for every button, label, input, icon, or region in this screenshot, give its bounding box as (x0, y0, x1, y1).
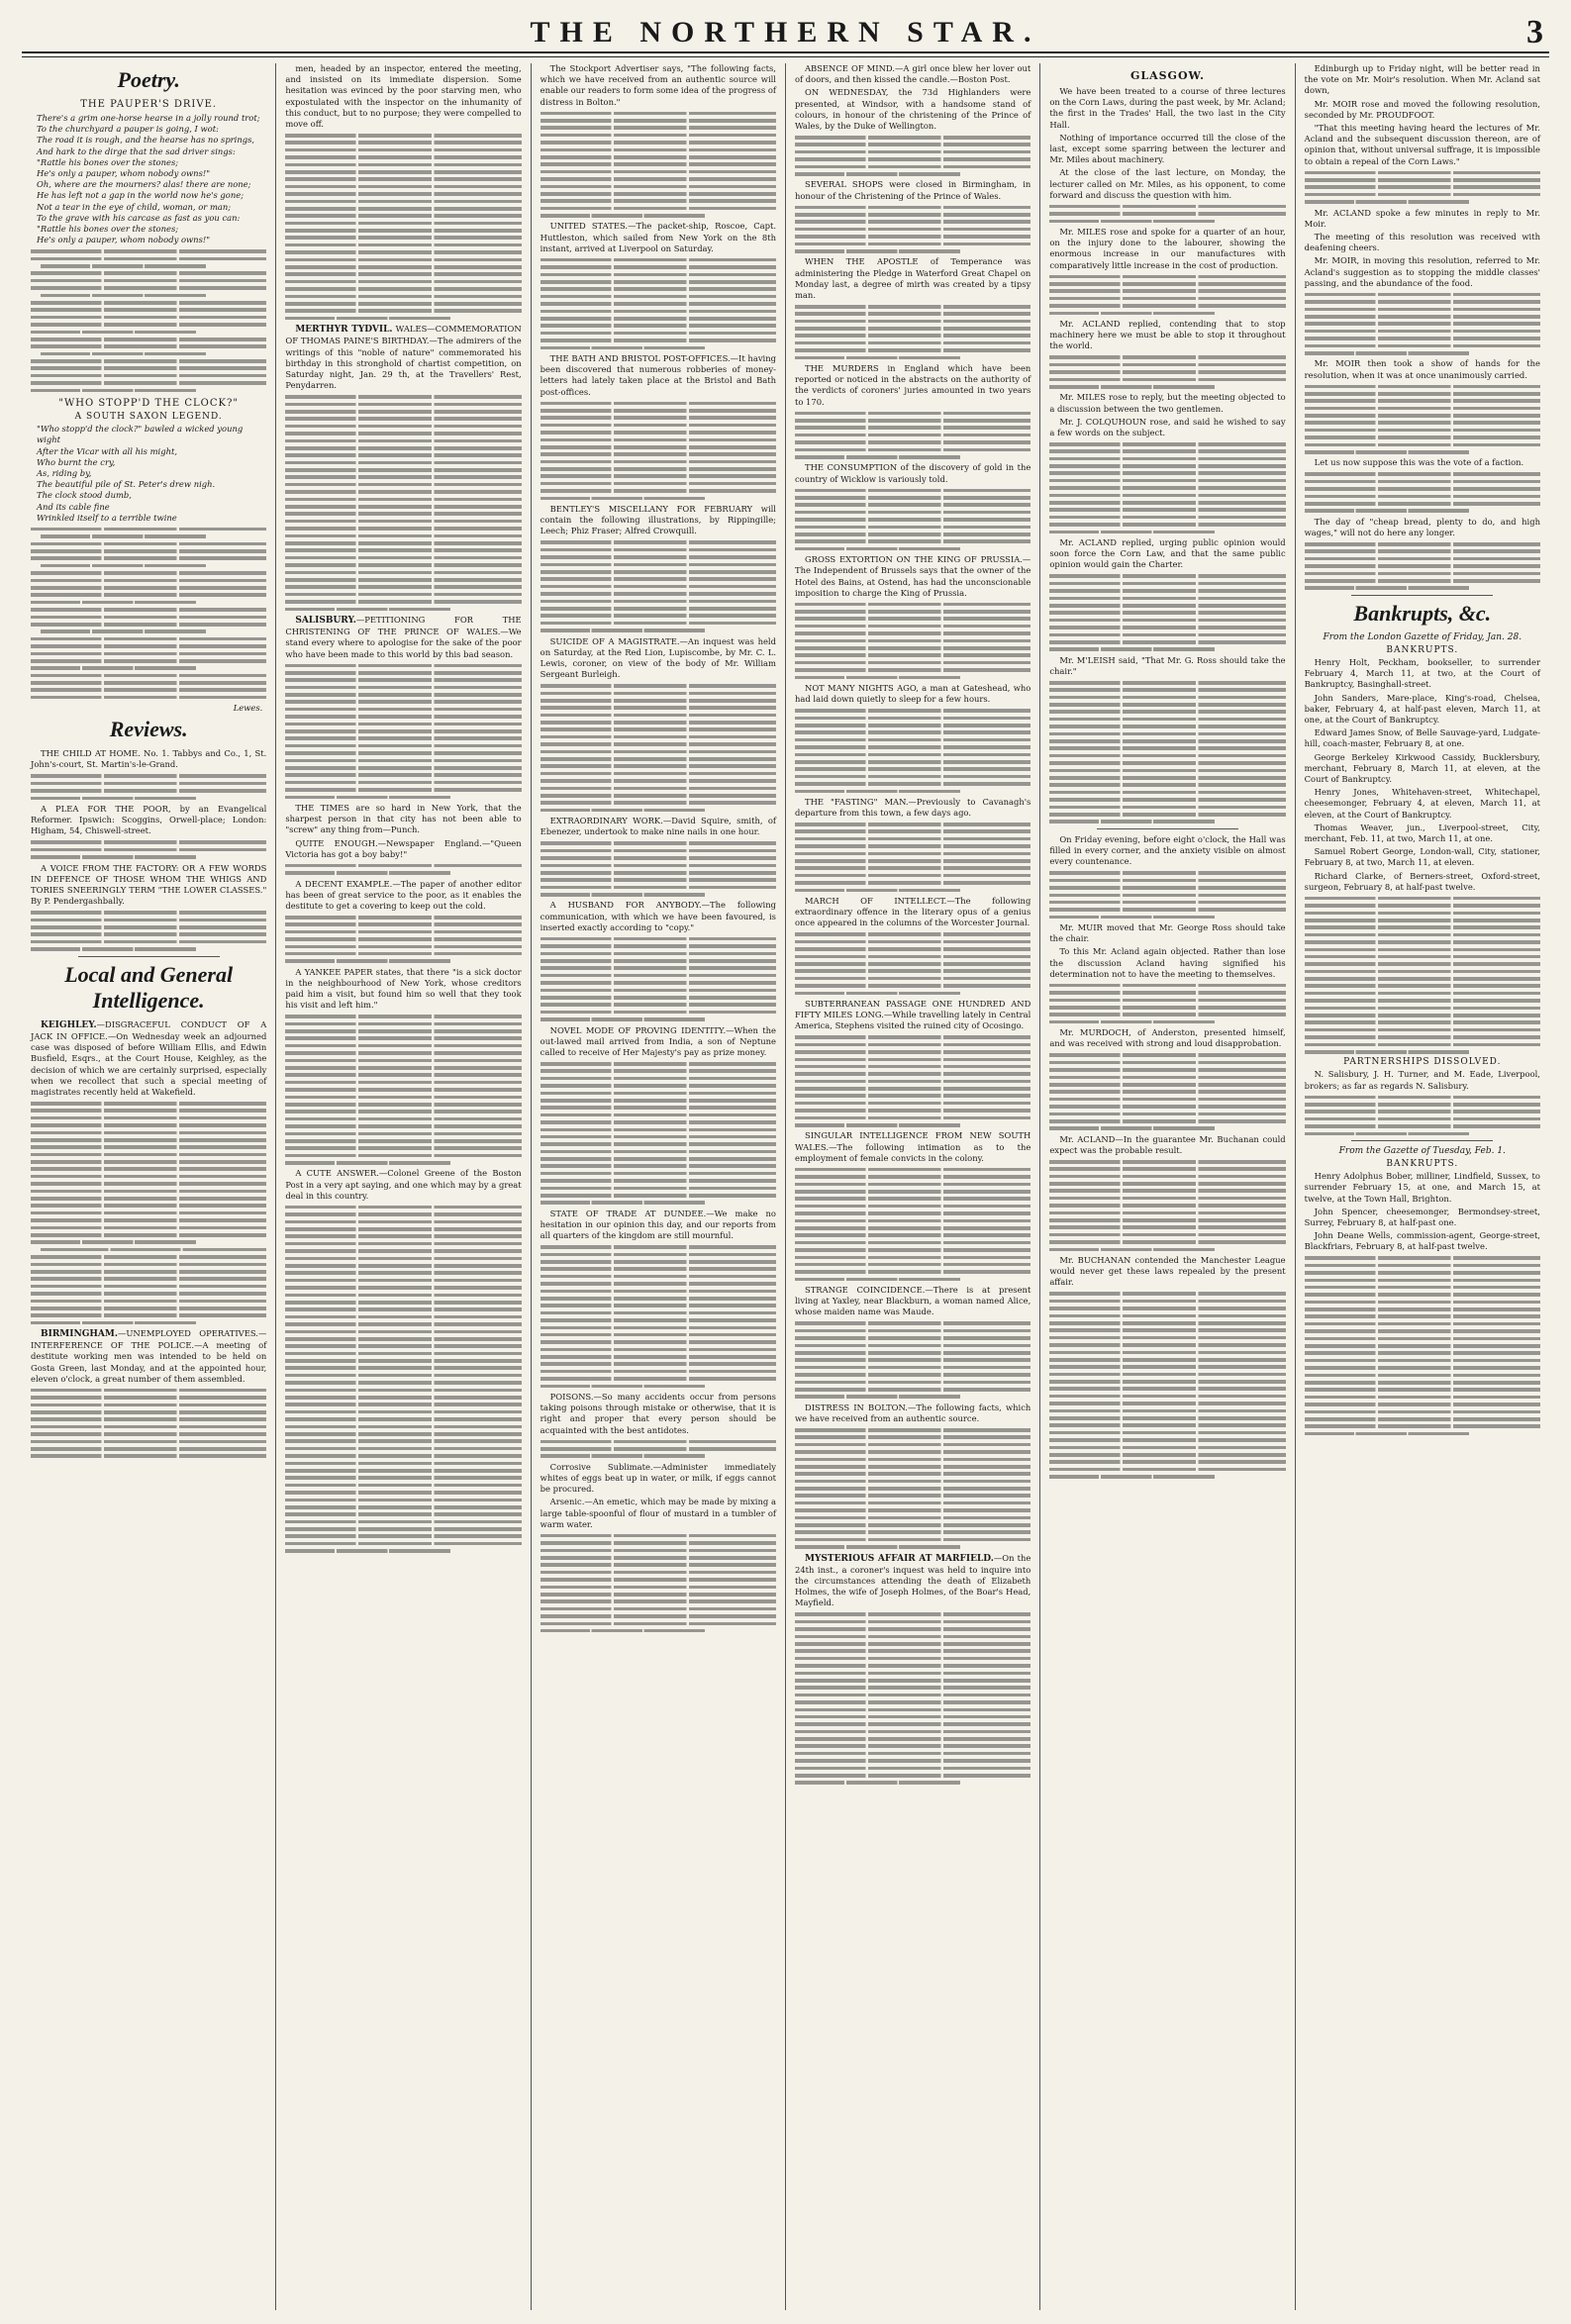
text-filler (540, 1062, 776, 1205)
article (31, 1019, 266, 1098)
paragraph: NOVEL MODE OF PROVING IDENTITY.—When the out-lawed mail arrived from India, a son of Neptune called to receive of Her Majesty's pay as prize money. (540, 1024, 776, 1057)
text-filler (795, 305, 1031, 359)
poem-line: After the Vicar with all his might, (37, 445, 178, 456)
text-filler (795, 1612, 1031, 1785)
text-filler (795, 1035, 1031, 1126)
column-3 (532, 63, 786, 2310)
article-text: The Stockport Advertiser says, "The following facts, which we have received from an authentic source will enable our readers to form some idea of the progress of distress in Bolton." (540, 63, 776, 107)
text-filler (285, 134, 521, 320)
paragraph: "That this meeting having heard the lectures of Mr. Acland and the subsequent discussion thereon, are of opinion that, without universal suffrage, it is impossible to obtain a repeal of the Corn Laws." (1304, 123, 1540, 166)
bankrupt-entry: John Deane Wells, commission-agent, George-street, Blackfriars, February 8, at half-past twelve. (1304, 1230, 1540, 1252)
masthead-title: THE NORTHERN STAR. (530, 16, 1041, 48)
poem-line: Wrinkled itself to a terrible twine (37, 512, 177, 523)
paragraph: SINGULAR INTELLIGENCE FROM NEW SOUTH WALES.—The following intimation as to the employment of female convicts in the colony. (794, 1130, 1031, 1163)
paragraph: Mr. MURDOCH, of Anderston, presented himself, and was received with strong and loud disapprobation. (1049, 1027, 1286, 1049)
text-filler (1049, 681, 1285, 823)
bankrupt-entry: Thomas Weaver, jun., Liverpool-street, City, merchant, Feb. 11, at two, March 11, at one. (1304, 822, 1540, 843)
poem-line: "Rattle his bones over the stones; (37, 156, 179, 167)
paragraph: SEVERAL SHOPS were closed in Birmingham, in honour of the Christening of the Prince of Wales. (794, 179, 1031, 201)
poem-body (37, 113, 266, 245)
text-filler (1049, 1160, 1285, 1251)
text-filler (285, 864, 521, 875)
paragraph: THE "FASTING" MAN.—Previously to Cavanagh's departure from this town, a few days ago. (794, 796, 1031, 819)
text-filler (1049, 205, 1285, 223)
section-rule (78, 956, 220, 957)
poem-line: There's a grim one-horse hearse in a jolly round trot; (37, 113, 260, 123)
place-name: MYSTERIOUS AFFAIR AT MARFIELD. (804, 1553, 994, 1564)
text-filler (1305, 1096, 1540, 1136)
bankrupt-entry: John Spencer, cheesemonger, Bermondsey-street, Surrey, February 8, at half-past one. (1304, 1206, 1540, 1227)
poem-title: THE PAUPER'S DRIVE. (80, 99, 218, 110)
text-filler (540, 937, 776, 1021)
text-filler (31, 840, 266, 858)
place-name: SALISBURY. (295, 615, 356, 626)
glasgow-heading: GLASGOW. (1129, 69, 1205, 82)
bankrupt-entry: Richard Clarke, of Berners-street, Oxford-street, surgeon, February 8, at half-past twelve. (1304, 870, 1540, 892)
gazette-dateline: From the London Gazette of Friday, Jan. 28. (1323, 631, 1522, 642)
paragraph: SUBTERRANEAN PASSAGE ONE HUNDRED AND FIFTY MILES LONG.—While travelling lately in Central America, Stephens visited the ruined city of Ocosingo. (794, 998, 1031, 1031)
section-rule (1351, 1140, 1493, 1141)
poem-line: He has left not a gap in the world now he's gone; (37, 190, 245, 201)
paragraph: On Friday evening, before eight o'clock, the Hall was filled in every corner, and the anxiety visible on almost every countenance. (1049, 833, 1286, 867)
text-filler (540, 258, 776, 349)
page-number: 3 (1526, 14, 1543, 50)
paragraph: The day of "cheap bread, plenty to do, and high wages," will not do here any longer. (1304, 516, 1540, 537)
column-6 (1296, 63, 1549, 2310)
section-rule (1351, 595, 1493, 596)
poem-line: He's only a pauper, whom nobody owns!" (37, 235, 211, 245)
paragraph: Mr. MUIR moved that Mr. George Ross should take the chair. (1049, 922, 1286, 944)
poem-line: Oh, where are the mourners? alas! there are none; (37, 179, 251, 190)
text-filler (31, 528, 266, 700)
partnerships-label: PARTNERSHIPS DISSOLVED. (1343, 1057, 1502, 1068)
paragraph: Mr. MOIR rose and moved the following resolution, seconded by Mr. PROUDFOOT. (1304, 98, 1540, 120)
article-text: —PETITIONING FOR THE CHRISTENING OF THE PRINCE OF WALES.—We stand every where to apologise for the sake of the poor who have been made to this world by this bad season. (285, 614, 522, 659)
text-filler (540, 540, 776, 631)
poem-line: The road it is rough, and the hearse has no springs, (37, 135, 255, 145)
text-filler (285, 395, 521, 611)
poem-line: The clock stood dumb, (37, 490, 132, 501)
gazette-dateline: From the Gazette of Tuesday, Feb. 1. (1338, 1146, 1506, 1157)
text-filler (1305, 542, 1540, 590)
poem-body (37, 424, 266, 524)
text-filler (795, 603, 1031, 680)
partnership-entry: N. Salisbury, J. H. Turner, and M. Eade, Liverpool, brokers; as far as regards N. Salisbury. (1304, 1069, 1540, 1091)
bankrupt-entry: Edward James Snow, of Belle Sauvage-yard, Ludgate-hill, coach-master, February 8, at one. (1304, 727, 1540, 749)
poem-line: "Who stopp'd the clock?" bawled a wicked young wight (37, 424, 244, 445)
text-filler (540, 841, 776, 896)
poem-line: Who burnt the cry, (37, 456, 116, 467)
text-filler (31, 774, 266, 800)
poem-line: "Rattle his bones over the stones; (37, 224, 179, 235)
text-filler (1049, 984, 1285, 1024)
poem-subtitle: A SOUTH SAXON LEGEND. (74, 412, 223, 423)
paragraph: A CUTE ANSWER.—Colonel Greene of the Boston Post in a very apt saying, and one which may by a great deal in this country. (285, 1168, 522, 1201)
text-filler (795, 932, 1031, 995)
text-filler (1049, 355, 1285, 388)
text-filler (31, 1389, 266, 1458)
text-filler (540, 112, 776, 218)
columns (22, 63, 1549, 2310)
paragraph: Mr. ACLAND replied, contending that to stop machinery here we must be able to stop it throughout the world. (1049, 318, 1286, 351)
text-filler (540, 684, 776, 812)
text-filler (795, 489, 1031, 551)
paragraph: ON WEDNESDAY, the 73d Highlanders were presented, at Windsor, with a handsome stand of colours, in honour of the christening of the Prince of Wales, by the Duke of Wellington. (794, 87, 1031, 132)
reviews-heading: Reviews. (109, 717, 188, 742)
text-filler (1049, 1053, 1285, 1130)
paragraph: Mr. MILES rose and spoke for a quarter of an hour, on the injury done to the labourer, showing the enormous increase in our manufactures with comparatively little increase in the cost of production. (1049, 227, 1286, 270)
local-intelligence-heading: Local and General Intelligence. (64, 961, 234, 1013)
column-2 (276, 63, 531, 2310)
paragraph: A DECENT EXAMPLE.—The paper of another editor has been of great service to the poor, as it enables the destitute to get a covering to keep out the cold. (285, 878, 522, 911)
paragraph: A YANKEE PAPER states, that there "is a sick doctor in the neighbourhood of New York, whose creditors paid him a visit, but found him so well that they took his visit and left him." (285, 966, 522, 1011)
paragraph: Nothing of importance occurred till the close of the last, except some sparring between the lecturer and Mr. Miles about machinery. (1049, 132, 1286, 165)
paragraph: WHEN THE APOSTLE of Temperance was administering the Pledge in Waterford Great Chapel on Monday last, a degree of mirth was created by a tipsy man. (794, 256, 1031, 300)
paragraph: MARCH OF INTELLECT.—The following extraordinary offence in the literary opus of a genius once appeared in the columns of the Worcester Journal. (794, 896, 1031, 928)
poem-line: The beautiful pile of St. Peter's drew nigh. (37, 479, 216, 490)
text-filler (285, 664, 521, 800)
text-filler (795, 1428, 1031, 1549)
article-text: WALES—COMMEMORATION OF THOMAS PAINE'S BIRTHDAY.—The admirers of the writings of this "noble of nature" commemorated his birthday in this stronghold of chartist competition, on Saturday night, Jan. 29 th, at the Travellers' Rest, Penydarren. (285, 324, 522, 391)
column-4 (786, 63, 1040, 2310)
text-filler (795, 1321, 1031, 1399)
text-filler (540, 1534, 776, 1633)
text-filler (795, 1168, 1031, 1281)
article (285, 324, 521, 391)
article-text: —DISGRACEFUL CONDUCT OF A JACK IN OFFICE.—On Wednesday week an adjourned case was disposed of before William Ellis, and Edwin Busfield, Esqrs., at the Court House, Keighley, as the decision of which we are certainly surprised, especially when we recollect that such a special meeting of magistrates recently held at Wakefield. (31, 1018, 267, 1097)
paragraph: UNITED STATES.—The packet-ship, Roscoe, Capt. Huttleston, which sailed from New York on the 8th instant, arrived at Liverpool on Saturday. (540, 221, 776, 253)
poem-line: To the grave with his carcase as fast as you can: (37, 212, 241, 223)
text-filler (540, 1440, 776, 1458)
text-filler (1305, 293, 1540, 355)
paragraph: Mr. ACLAND spoke a few minutes in reply to Mr. Moir. (1304, 207, 1540, 229)
text-filler (285, 1206, 521, 1553)
paragraph: BENTLEY'S MISCELLANY FOR FEBRUARY will contain the following illustrations, by Rippingille; Leech; Phiz Fraser; Alfred Crowquill. (540, 504, 776, 536)
paragraph: Corrosive Sublimate.—Administer immediately whites of eggs beat up in water, or milk, if eggs cannot be procured. (540, 1461, 776, 1495)
paragraph: Mr. MOIR, in moving this resolution, referred to Mr. Acland's suggestion as to stopping the middle classes' passing, and the abundance of the food. (1304, 255, 1540, 288)
text-filler (1049, 871, 1285, 919)
paragraph: Mr. ACLAND replied, urging public opinion would soon force the Corn Law, and that the same public opinion would gain the Charter. (1049, 537, 1286, 570)
poem-line: And its cable fine (37, 501, 110, 512)
text-filler (31, 249, 266, 392)
poem-line: And hark to the dirge that the sad driver sings: (37, 145, 236, 156)
paragraph: Mr. M'LEISH said, "That Mr. G. Ross should take the chair." (1049, 654, 1286, 676)
paragraph: STRANGE COINCIDENCE.—There is at present living at Yaxley, near Blackburn, a woman named Alice, whose maiden name was Maude. (794, 1285, 1031, 1317)
paragraph: THE CONSUMPTION of the discovery of gold in the country of Wicklow is variously told. (794, 462, 1031, 484)
text-filler (31, 911, 266, 951)
bankrupts-heading: Bankrupts, &c. (1353, 600, 1492, 626)
text-filler (1049, 574, 1285, 651)
paragraph: A HUSBAND FOR ANYBODY.—The following communication, with which we have been favoured, is inserted exactly according to "copy." (540, 900, 776, 932)
paragraph: Mr. J. COLQUHOUN rose, and said he wished to say a few words on the subject. (1049, 416, 1286, 437)
paragraph: We have been treated to a course of three lectures on the Corn Laws, during the past week, by Mr. Acland; the first in the Trades' Hall, the two last in the City Hall. (1049, 86, 1286, 130)
article-text: —On the 24th inst., a coroner's inquest was held to inquire into the circumstances attending the death of Elizabeth Holmes, the wife of Joseph Holmes, of the Boar's Head, Mayfield. (794, 1552, 1031, 1608)
text-filler (31, 1102, 266, 1324)
text-filler (285, 916, 521, 963)
paragraph: EXTRAORDINARY WORK.—David Squire, smith, of Ebenezer, undertook to make nine nails in one hour. (540, 816, 776, 837)
article-text: Edinburgh up to Friday night, will be better read in the vote on Mr. Moir's resolution. When Mr. Acland sat down, (1304, 63, 1540, 96)
text-filler (540, 1245, 776, 1388)
text-filler (1305, 171, 1540, 204)
article (285, 615, 521, 660)
paragraph: ABSENCE OF MIND.—A girl once blew her lover out of doors, and then kissed the candle.—Boston Post. (794, 63, 1031, 85)
text-filler (1049, 275, 1285, 316)
paragraph: To this Mr. Acland again objected. Rather than lose the discussion Acland having signified his determination not to have the meeting to themselves. (1049, 946, 1286, 979)
paragraph: DISTRESS IN BOLTON.—The following facts, which we have received from an authentic source. (794, 1402, 1031, 1423)
paragraph: Mr. MOIR then took a show of hands for the resolution, when it was at once unanimously carried. (1304, 358, 1540, 380)
poem-line: As, riding by, (37, 468, 92, 479)
paragraph: THE MURDERS in England which have been reported or noticed in the abstracts on the authority of the verdicts of coroners' juries amounted in two years to 170. (794, 363, 1031, 407)
paragraph: SUICIDE OF A MAGISTRATE.—An inquest was held on Saturday, at the Red Lion, Lupiscombe, by Mr. C. L. Lewis, coroner, on view of the body of Mr. William Sergeant Burleigh. (540, 635, 776, 680)
poem-line: He's only a pauper, whom nobody owns!" (37, 168, 211, 179)
review-entry: THE CHILD AT HOME. No. 1. Tabbys and Co., 1, St. John's-court, St. Martin's-le-Grand. (31, 748, 267, 770)
poem-line: To the churchyard a pauper is going, I wot: (37, 124, 219, 135)
paragraph: At the close of the last lecture, on Monday, the lecturer called on Mr. Miles, as his opponent, to come forward and discuss the question with him. (1049, 167, 1286, 200)
paragraph: Mr. MILES rose to reply, but the meeting objected to a discussion between the two gentlemen. (1049, 392, 1286, 414)
section-rule (1097, 828, 1238, 829)
paragraph: Arsenic.—An emetic, which may be made by mixing a large table-spoonful of flour of mustard in a tumbler of warm water. (540, 1497, 776, 1529)
text-filler (540, 402, 776, 501)
bankrupt-entry: John Sanders, Mare-place, King's-road, Chelsea, baker, February 4, at half-past eleven, March 11, at one, at the Court of Bankruptcy. (1304, 692, 1540, 725)
text-filler (285, 1015, 521, 1164)
masthead-rule (22, 56, 1549, 57)
review-entry: A VOICE FROM THE FACTORY: OR A FEW WORDS IN DEFENCE OF THOSE WHOM THE WHIGS AND TORIES SNEERINGLY TERM "THE LOWER CLASSES." By P. Pendergashbally. (31, 862, 267, 907)
text-filler (1305, 472, 1540, 513)
bankrupt-entry: Henry Jones, Whitehaven-street, Whitechapel, cheesemonger, February 4, at eleven, March 11, at eleven, at the Court of Bankruptcy. (1304, 787, 1540, 820)
poem-line: Not a tear in the eye of child, woman, or man; (37, 201, 232, 212)
text-filler (1305, 385, 1540, 454)
paragraph: Let us now suppose this was the vote of a faction. (1314, 457, 1524, 468)
article-text: men, headed by an inspector, entered the meeting, and insisted on its immediate dispersion. Some hesitation was evinced by the poor starving men, who expostulated with the inspector on the inhumanity of this conduct, but to no purpose; they were compelled to move off. (285, 63, 522, 130)
paragraph: Mr. BUCHANAN contended the Manchester League would never get these laws repealed by the present affair. (1049, 1255, 1286, 1288)
text-filler (1305, 897, 1540, 1054)
paragraph: The meeting of this resolution was received with deafening cheers. (1304, 231, 1540, 253)
paragraph: STATE OF TRADE AT DUNDEE.—We make no hesitation in our opinion this day, and our reports from all quarters of the kingdom are still mournful. (540, 1208, 776, 1241)
place-name: KEIGHLEY. (41, 1019, 97, 1030)
article-text: —UNEMPLOYED OPERATIVES.—INTERFERENCE OF THE POLICE.—A meeting of destitute working men was intended to be held on Gosta Green, last Monday, and at the appointed hour, eleven o'clock, a great number of them assembled. (31, 1328, 267, 1384)
poetry-heading: Poetry. (117, 67, 180, 92)
text-filler (795, 206, 1031, 253)
article (795, 1553, 1031, 1609)
paragraph: NOT MANY NIGHTS AGO, a man at Gateshead, who had laid down quietly to sleep for a few hours. (794, 683, 1031, 705)
text-filler (1049, 1292, 1285, 1478)
bankrupt-entry: Henry Adolphus Bober, milliner, Lindfield, Sussex, to surrender February 15, at one, and March 15, at twelve, at the Town Hall, Brighton. (1304, 1171, 1540, 1204)
paragraph: Mr. ACLAND—In the guarantee Mr. Buchanan could expect was the probable result. (1049, 1133, 1286, 1155)
column-1 (22, 63, 276, 2310)
paragraph: POISONS.—So many accidents occur from persons taking poisons through mistake or otherwise, that it is right and proper that every person should be acquainted with the best antidotes. (540, 1392, 776, 1435)
bankrupt-entry: Samuel Robert George, London-wall, City, stationer, February 8, at two, March 11, at eleven. (1304, 846, 1540, 868)
poem-title: "WHO STOPP'D THE CLOCK?" (58, 398, 239, 410)
text-filler (1305, 1256, 1540, 1435)
text-filler (795, 823, 1031, 892)
bankrupt-entry: Henry Holt, Peckham, bookseller, to surrender February 4, March 11, at two, at the Court of Bankruptcy, Basinghall-street. (1304, 656, 1540, 690)
paragraph: THE TIMES are so hard in New York, that the sharpest person in that city has not been able to "screw" any thing from—Punch. (285, 802, 522, 835)
bankrupts-label: BANKRUPTS. (1386, 644, 1459, 655)
place-name: BIRMINGHAM. (41, 1329, 118, 1340)
poem-signature: Lewes. (233, 703, 263, 714)
text-filler (795, 136, 1031, 176)
paragraph: THE BATH AND BRISTOL POST-OFFICES.—It having been discovered that numerous robberies of money-letters had lately taken place at the Bristol and Bath post-offices. (540, 352, 776, 397)
bankrupt-entry: George Berkeley Kirkwood Cassidy, Bucklersbury, merchant, February 8, March 11, at eleven, at the Court of Bankruptcy. (1304, 751, 1540, 784)
text-filler (795, 709, 1031, 793)
bankrupts-label: BANKRUPTS. (1386, 1159, 1459, 1170)
text-filler (795, 412, 1031, 459)
masthead (22, 14, 1549, 53)
review-entry: A PLEA FOR THE POOR, by an Evangelical Reformer. Ipswich: Scoggins, Orwell-place; London: Higham, 54, Chiswell-street. (31, 804, 267, 836)
place-name: MERTHYR TYDVIL. (295, 325, 393, 336)
text-filler (1049, 442, 1285, 533)
article (31, 1328, 266, 1385)
paragraph: QUITE ENOUGH.—Newspaper England.—"Queen Victoria has got a boy baby!" (285, 837, 522, 859)
paragraph: GROSS EXTORTION ON THE KING OF PRUSSIA.—The Independent of Brussels says that the owner of the Hotel des Bains, at Ostend, has had the unconscionable imposition to charge the King of Prussia. (794, 554, 1031, 598)
column-5 (1040, 63, 1295, 2310)
